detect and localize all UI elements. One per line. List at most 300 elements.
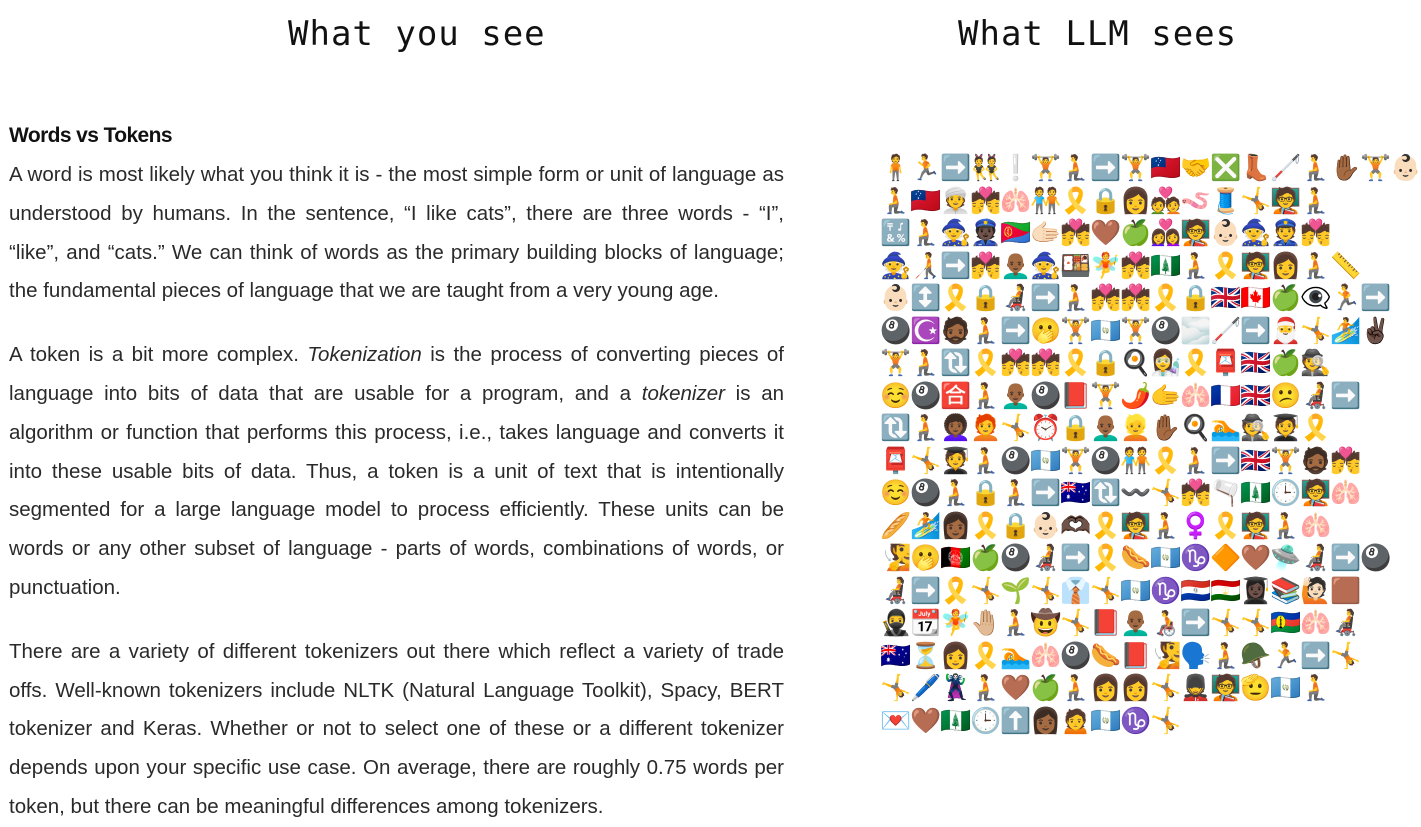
paragraph-tokens-text: is an algorithm or function that performs this process, i.e., takes language and converts it into these usable bits of data. Thus, a token is a unit of text that is intentionally segmented for a large language model to process efficiently. These units can be words or any other subset of language - parts of words, combinations of words, or punctuation. xyxy=(9,381,785,599)
emoji-token: ✋🏾 xyxy=(1330,154,1362,183)
emoji-row xyxy=(880,250,1390,283)
emoji-token: 🔒 xyxy=(1090,349,1122,378)
emoji-token: 🇳🇨 xyxy=(1270,609,1302,638)
emoji-token: 👩🏿‍🎓 xyxy=(1240,576,1272,605)
emoji-token: 🫁 xyxy=(1330,479,1362,508)
emoji-token: 🎗️ xyxy=(970,349,1002,378)
emoji-token: 🎱 xyxy=(1360,544,1392,573)
emoji-token: ➡️ xyxy=(1330,544,1362,573)
emoji-token: 🇬🇧 xyxy=(1240,381,1272,410)
emoji-token: 🧑‍🦼 xyxy=(1300,381,1332,410)
emoji-token: 🏋️ xyxy=(1030,154,1062,183)
emoji-token: 🎗️ xyxy=(1060,349,1092,378)
emoji-token: 📕 xyxy=(1060,381,1092,410)
emoji-token: 🧑‍🏫 xyxy=(1120,511,1152,540)
emoji-token: ➡️ xyxy=(1000,316,1032,345)
emoji-token: 🧑‍🤝‍🧑 xyxy=(1030,186,1062,215)
emoji-token: 👩 xyxy=(1090,674,1122,703)
emoji-token: 🔃 xyxy=(1090,479,1122,508)
emoji-token: 🧎 xyxy=(1300,186,1332,215)
emoji-token: 🔃 xyxy=(880,414,912,443)
emoji-token: 🧎 xyxy=(940,479,972,508)
emoji-token: 🟫 xyxy=(1330,576,1362,605)
emoji-token: 🧎 xyxy=(970,674,1002,703)
emoji-token: 🫁 xyxy=(1180,381,1212,410)
emoji-token: 🍏 xyxy=(1030,674,1062,703)
emoji-token: 💏 xyxy=(1300,219,1332,248)
emoji-token: 🇵🇾 xyxy=(1180,576,1212,605)
emoji-token: ➡️ xyxy=(940,154,972,183)
emoji-token: 🌫️ xyxy=(1180,316,1212,345)
emoji-token: 🎗️ xyxy=(1210,511,1242,540)
emoji-token: ☪️ xyxy=(910,316,942,345)
emoji-token: 🈴 xyxy=(940,381,972,410)
emoji-token: 👩‍🔬 xyxy=(1150,349,1182,378)
emoji-token: 🫱🏻 xyxy=(1030,219,1062,248)
emoji-token: 🌶️ xyxy=(1120,381,1152,410)
emoji-token: 🧎 xyxy=(970,381,1002,410)
emoji-token: ❎ xyxy=(1210,154,1242,183)
emoji-token: 🎗️ xyxy=(970,511,1002,540)
emoji-token: 👨🏾‍🦲 xyxy=(1120,609,1152,638)
emoji-token: 🧏 xyxy=(1150,641,1182,670)
tokenizer-term: tokenizer xyxy=(641,381,725,405)
emoji-token: 🧎 xyxy=(910,349,942,378)
emoji-token: 🔣 xyxy=(880,219,912,248)
emoji-token: 🤸 xyxy=(1240,609,1272,638)
emoji-token: 🤸 xyxy=(1030,576,1062,605)
emoji-token: 🕵️ xyxy=(1300,349,1332,378)
emoji-token: ✋🏾 xyxy=(1150,414,1182,443)
emoji-token: 🏃 xyxy=(1330,284,1362,313)
emoji-token: ✌🏿 xyxy=(1360,316,1392,345)
emoji-token: 🔶 xyxy=(1210,544,1242,573)
emoji-token: 🫶🏿 xyxy=(1060,511,1092,540)
emoji-token: 🏋️ xyxy=(1060,446,1092,475)
emoji-token: 🧎 xyxy=(1300,251,1332,280)
emoji-token: ☺️ xyxy=(880,479,912,508)
emoji-token: 🖊️ xyxy=(910,674,942,703)
emoji-row xyxy=(880,542,1390,575)
emoji-token: 🧑‍🦼 xyxy=(880,576,912,605)
emoji-token: 🧑‍🏫 xyxy=(1240,251,1272,280)
emoji-token: 🇹🇯 xyxy=(1210,576,1242,605)
paragraph-tokenizers: There are a variety of different tokenizers out there which reflect a variety of trade offs. Well-known tokenizers include NLTK (Natural Language Toolkit), Spacy, BERT tokenizer and Keras. Whether or not to select one of these or a different tokenizer depends upon your specific use case. On average, there are roughly 0.75 words per token, but there can be meaningful differences among tokenizers. xyxy=(9,639,784,818)
emoji-row xyxy=(880,477,1390,510)
emoji-token: 🧎 xyxy=(1300,154,1332,183)
emoji-token: 🇼🇸 xyxy=(1150,154,1182,183)
emoji-token: 💏 xyxy=(1180,479,1212,508)
emoji-row xyxy=(880,152,1421,185)
emoji-token: ➡️ xyxy=(1300,641,1332,670)
emoji-token: 🦯 xyxy=(1210,316,1242,345)
emoji-row xyxy=(880,640,1390,673)
emoji-token: 🇦🇺 xyxy=(880,641,912,670)
emoji-token: 🫡 xyxy=(1240,674,1272,703)
emoji-token: 🔒 xyxy=(970,479,1002,508)
paragraph-tokens xyxy=(9,336,784,608)
emoji-token: 📕 xyxy=(1120,641,1152,670)
emoji-token: 👶🏻 xyxy=(880,284,912,313)
paragraph-words: A word is most likely what you think it is - the most simple form or unit of language as understood by humans. In the sentence, “I like cats”, there are three words - “I”, “like”, and “cats.” We can think of words as the primary building blocks of language; the fundamental pieces of language that we are taught from a very young age. xyxy=(9,163,784,303)
emoji-token: 🔃 xyxy=(940,349,972,378)
emoji-token: 🧏 xyxy=(880,544,912,573)
emoji-token: 🧙 xyxy=(1240,219,1272,248)
emoji-token: 🤸 xyxy=(1060,609,1092,638)
emoji-token: 🧑‍🏫 xyxy=(1180,219,1212,248)
emoji-token: 🧎 xyxy=(970,446,1002,475)
emoji-token: 🤸 xyxy=(1150,674,1182,703)
emoji-token: 📏 xyxy=(1330,251,1362,280)
emoji-token: 🧎 xyxy=(1000,609,1032,638)
emoji-row xyxy=(880,705,1390,738)
emoji-token: 🇬🇹 xyxy=(1270,674,1302,703)
emoji-token: ➡️ xyxy=(1360,284,1392,313)
emoji-token: 🏋️ xyxy=(1090,381,1122,410)
emoji-token: 🫁 xyxy=(1300,609,1332,638)
emoji-token: 🎗️ xyxy=(940,576,972,605)
emoji-token: 🎱 xyxy=(910,479,942,508)
emoji-token: 🍏 xyxy=(1270,349,1302,378)
emoji-token: ➡️ xyxy=(1240,316,1272,345)
emoji-token: 🍏 xyxy=(1120,219,1152,248)
tokenization-term: Tokenization xyxy=(307,343,422,367)
emoji-token: 🧎 xyxy=(1060,284,1092,313)
emoji-token: 🏄 xyxy=(1330,316,1362,345)
emoji-token: 🎗️ xyxy=(1090,511,1122,540)
emoji-token: 👩🏾‍🦱 xyxy=(940,414,972,443)
emoji-token: 🎗️ xyxy=(940,284,972,313)
emoji-row xyxy=(880,315,1390,348)
what-you-see-heading: What you see xyxy=(288,14,546,54)
article-panel xyxy=(9,124,784,827)
emoji-token: 👶🏻 xyxy=(1210,219,1242,248)
emoji-token: 🤸 xyxy=(1240,186,1272,215)
emoji-token: 🏃 xyxy=(910,154,942,183)
emoji-token: 🎱 xyxy=(1090,446,1122,475)
emoji-token: 🪖 xyxy=(1240,641,1272,670)
emoji-token: 🇬🇹 xyxy=(1120,576,1152,605)
emoji-token: 👶🏻 xyxy=(1390,154,1421,183)
emoji-token: 🎱 xyxy=(910,381,942,410)
emoji-token-grid xyxy=(880,152,1421,737)
emoji-token: 🫢 xyxy=(1030,316,1062,345)
emoji-token: ➡️ xyxy=(1030,479,1062,508)
emoji-token: 💏 xyxy=(1030,349,1062,378)
emoji-token: 🫁 xyxy=(1300,511,1332,540)
emoji-token: 🇬🇹 xyxy=(1030,446,1062,475)
emoji-token: 🤸 xyxy=(970,576,1002,605)
emoji-token: 🧎 xyxy=(910,219,942,248)
emoji-token: 🧔🏾 xyxy=(940,316,972,345)
emoji-token: 🧎 xyxy=(1180,446,1212,475)
emoji-token: 🧑‍🎓 xyxy=(940,446,972,475)
emoji-token: 🏋️ xyxy=(1270,446,1302,475)
emoji-token: 🇳🇫 xyxy=(940,706,972,735)
emoji-token: 🔒 xyxy=(1060,414,1092,443)
emoji-token: 💏 xyxy=(1000,349,1032,378)
emoji-token: 🏋️ xyxy=(1120,316,1152,345)
emoji-token: 🧑‍🦽 xyxy=(1150,609,1182,638)
emoji-token: 🎱 xyxy=(880,316,912,345)
emoji-row xyxy=(880,347,1390,380)
emoji-token: 🎱 xyxy=(1150,316,1182,345)
emoji-row xyxy=(880,575,1390,608)
emoji-row xyxy=(880,282,1390,315)
emoji-token: 🇬🇧 xyxy=(1210,284,1242,313)
emoji-token: 💏 xyxy=(1060,219,1092,248)
emoji-token: 👁️‍🗨️ xyxy=(1300,284,1332,313)
emoji-token: 👶🏻 xyxy=(1030,511,1062,540)
emoji-token: ➡️ xyxy=(1330,381,1362,410)
emoji-token: 🧎 xyxy=(880,186,912,215)
emoji-token: 🤝 xyxy=(1180,154,1212,183)
emoji-token: 🤸 xyxy=(1000,414,1032,443)
emoji-token: 👩 xyxy=(1120,186,1152,215)
emoji-token: 🇬🇹 xyxy=(1090,316,1122,345)
emoji-token: 🧑‍🏫 xyxy=(1210,674,1242,703)
emoji-token: 📆 xyxy=(910,609,942,638)
emoji-token: 🎗️ xyxy=(970,641,1002,670)
emoji-token: 🧙 xyxy=(880,251,912,280)
emoji-token: 🧎 xyxy=(1060,154,1092,183)
emoji-token: 🥷 xyxy=(880,609,912,638)
emoji-token: 👨🏾‍🦲 xyxy=(1000,251,1032,280)
emoji-token: 🎱 xyxy=(1000,446,1032,475)
emoji-token: 🎱 xyxy=(1060,641,1092,670)
emoji-token: 🌭 xyxy=(1090,641,1122,670)
emoji-token: 🏋️ xyxy=(1120,154,1152,183)
emoji-token: 🛸 xyxy=(1270,544,1302,573)
emoji-token: 🇳🇫 xyxy=(1240,479,1272,508)
emoji-token: 🇬🇹 xyxy=(1150,544,1182,573)
emoji-token: 🏋️ xyxy=(880,349,912,378)
emoji-token: 🎅 xyxy=(1270,316,1302,345)
emoji-token: 🪱 xyxy=(1180,186,1212,215)
emoji-token: 🏋️ xyxy=(1060,316,1092,345)
emoji-token: 🧑‍🦼 xyxy=(1330,609,1362,638)
emoji-token: 💏 xyxy=(1120,251,1152,280)
emoji-token: 🔒 xyxy=(1180,284,1212,313)
paragraph-tokens-text: A token is a bit more complex. xyxy=(9,343,308,367)
emoji-token: 🧙 xyxy=(940,219,972,248)
emoji-token: 🍏 xyxy=(1270,284,1302,313)
emoji-token: 👩 xyxy=(1270,251,1302,280)
emoji-token: 🏄 xyxy=(910,511,942,540)
emoji-token: 🧑‍🦼 xyxy=(1000,284,1032,313)
emoji-token: 🎗️ xyxy=(1180,349,1212,378)
emoji-token: 👨🏾‍🦲 xyxy=(1000,381,1032,410)
emoji-token: 🏊 xyxy=(1210,414,1242,443)
emoji-row xyxy=(880,185,1390,218)
article-title: Words vs Tokens xyxy=(9,124,172,147)
emoji-token: ➡️ xyxy=(1180,609,1212,638)
emoji-token: 🏋️ xyxy=(1360,154,1392,183)
emoji-token: ➡️ xyxy=(1090,154,1122,183)
emoji-token: ➡️ xyxy=(1060,544,1092,573)
emoji-token: 🕒 xyxy=(1270,479,1302,508)
emoji-token: 👢 xyxy=(1240,154,1272,183)
emoji-token: 🧙 xyxy=(1030,251,1062,280)
emoji-row xyxy=(880,412,1390,445)
emoji-token: ➡️ xyxy=(1030,284,1062,313)
emoji-token: 🕵️ xyxy=(1240,414,1272,443)
emoji-token: 🧎 xyxy=(1150,511,1182,540)
emoji-token: 👱 xyxy=(1120,414,1152,443)
emoji-token: 🇪🇷 xyxy=(1000,219,1032,248)
emoji-token: 🤸 xyxy=(1090,576,1122,605)
emoji-token: 📚 xyxy=(1270,576,1302,605)
emoji-token: 🧎 xyxy=(1060,674,1092,703)
emoji-token: ♑ xyxy=(1120,706,1152,735)
emoji-token: 🎗️ xyxy=(1090,544,1122,573)
emoji-token: 😕 xyxy=(1270,381,1302,410)
emoji-token: 🧎 xyxy=(1270,511,1302,540)
emoji-token: 🍳 xyxy=(1120,349,1152,378)
emoji-token: 🧎 xyxy=(1180,251,1212,280)
emoji-token: 🧔🏾 xyxy=(1300,446,1332,475)
emoji-token: 🇬🇧 xyxy=(1240,446,1272,475)
emoji-token: 🇦🇺 xyxy=(1060,479,1092,508)
emoji-token: 🧑‍🤝‍🧑 xyxy=(1120,446,1152,475)
emoji-token: 🌱 xyxy=(1000,576,1032,605)
emoji-token: 🧎 xyxy=(1000,479,1032,508)
emoji-token: ♀️ xyxy=(1180,511,1212,540)
emoji-row xyxy=(880,607,1390,640)
emoji-token: 👩‍❤️‍👩 xyxy=(1150,219,1182,248)
emoji-token: 🧚 xyxy=(940,609,972,638)
emoji-token: 👮🏿 xyxy=(970,219,1002,248)
emoji-token: 🎗️ xyxy=(1150,446,1182,475)
emoji-token: 📕 xyxy=(1090,609,1122,638)
emoji-token: 🇳🇫 xyxy=(1150,251,1182,280)
emoji-token: 🎱 xyxy=(1030,381,1062,410)
emoji-token: 🤎 xyxy=(1240,544,1272,573)
emoji-token: 🧑‍🦰 xyxy=(970,414,1002,443)
emoji-token: ➡️ xyxy=(910,576,942,605)
paragraph-tokens-text: is the process of converting pieces of language into bits of data that are usable for a program, and a xyxy=(9,343,784,405)
emoji-token: 📮 xyxy=(880,446,912,475)
emoji-token: 🔒 xyxy=(1090,186,1122,215)
emoji-token: 🤠 xyxy=(1030,609,1062,638)
emoji-token: 🦯 xyxy=(1270,154,1302,183)
what-llm-sees-heading: What LLM sees xyxy=(958,14,1238,54)
emoji-token: 🧎 xyxy=(1210,641,1242,670)
emoji-token: 🤸 xyxy=(1150,706,1182,735)
emoji-token: 🤎 xyxy=(910,706,942,735)
emoji-token: 💏 xyxy=(1330,446,1362,475)
emoji-token: 🍳 xyxy=(1180,414,1212,443)
emoji-token: 💏 xyxy=(970,186,1002,215)
emoji-token: 〰️ xyxy=(1120,479,1152,508)
emoji-token: 🔒 xyxy=(970,284,1002,313)
emoji-row xyxy=(880,380,1390,413)
emoji-token: 👔 xyxy=(1060,576,1092,605)
emoji-row xyxy=(880,445,1390,478)
emoji-token: 💏 xyxy=(1090,284,1122,313)
emoji-token: 🎗️ xyxy=(1060,186,1092,215)
emoji-token: 🍱 xyxy=(1060,251,1092,280)
emoji-token: 🧑‍🏫 xyxy=(1300,479,1332,508)
emoji-token: 🤸 xyxy=(1210,609,1242,638)
emoji-token: 🍏 xyxy=(970,544,1002,573)
emoji-token: ⏳ xyxy=(910,641,942,670)
emoji-token: 🫢 xyxy=(910,544,942,573)
emoji-token: 🫗 xyxy=(1210,479,1242,508)
emoji-row xyxy=(880,672,1390,705)
emoji-token: 👩 xyxy=(940,641,972,670)
emoji-token: 🙋🏻 xyxy=(1300,576,1332,605)
emoji-token: 🎗️ xyxy=(1300,414,1332,443)
emoji-token: 🤸 xyxy=(910,446,942,475)
emoji-token: 🧎 xyxy=(910,414,942,443)
emoji-token: 🏃 xyxy=(1270,641,1302,670)
emoji-token: 🇬🇧 xyxy=(1240,349,1272,378)
emoji-token: 🧑‍🎓 xyxy=(1270,414,1302,443)
emoji-token: 🇫🇷 xyxy=(1210,381,1242,410)
emoji-token: 🤚🏼 xyxy=(970,609,1002,638)
emoji-token: 🤎 xyxy=(1000,674,1032,703)
emoji-token: 🧵 xyxy=(1210,186,1242,215)
emoji-token: 🎗️ xyxy=(1210,251,1242,280)
emoji-token: 🎗️ xyxy=(1150,284,1182,313)
emoji-token: ⬆️ xyxy=(1000,706,1032,735)
emoji-token: ➡️ xyxy=(1210,446,1242,475)
emoji-token: ⏰ xyxy=(1030,414,1062,443)
emoji-token: 🌭 xyxy=(1120,544,1152,573)
emoji-token: 🥖 xyxy=(880,511,912,540)
emoji-token: 💌 xyxy=(880,706,912,735)
emoji-token: 🧑‍🦼 xyxy=(1300,544,1332,573)
emoji-token: 🇬🇹 xyxy=(1090,706,1122,735)
emoji-token: 🇦🇫 xyxy=(940,544,972,573)
emoji-token: 🎱 xyxy=(1000,544,1032,573)
emoji-token: 🧑‍🏫 xyxy=(1270,186,1302,215)
emoji-token: 💏 xyxy=(1120,284,1152,313)
emoji-token: 🔒 xyxy=(1000,511,1032,540)
emoji-token: ↕️ xyxy=(910,284,942,313)
emoji-token: 🧑‍🏫 xyxy=(1240,511,1272,540)
emoji-token: 💂 xyxy=(1180,674,1212,703)
emoji-token: 👨🏾‍🦲 xyxy=(1090,414,1122,443)
emoji-token: 🧎 xyxy=(1300,674,1332,703)
emoji-token: 🤸 xyxy=(880,674,912,703)
emoji-token: ☺️ xyxy=(880,381,912,410)
emoji-token: 🧑‍🦼 xyxy=(1030,544,1062,573)
emoji-row xyxy=(880,217,1390,250)
emoji-token: 🧑‍🦯 xyxy=(910,251,942,280)
emoji-token: 🫁 xyxy=(1000,186,1032,215)
emoji-token: 🫱 xyxy=(1150,381,1182,410)
emoji-token: ❕ xyxy=(1000,154,1032,183)
emoji-token: 🇨🇦 xyxy=(1240,284,1272,313)
emoji-token: 🇼🇸 xyxy=(910,186,942,215)
emoji-token: 👩🏾 xyxy=(940,511,972,540)
emoji-token: 🧍 xyxy=(880,154,912,183)
emoji-token: 👮 xyxy=(1270,219,1302,248)
emoji-token: 📮 xyxy=(1210,349,1242,378)
emoji-token: 🧎 xyxy=(970,316,1002,345)
emoji-row xyxy=(880,510,1390,543)
emoji-token: 🤎 xyxy=(1090,219,1122,248)
emoji-token: 🗣️ xyxy=(1180,641,1212,670)
emoji-token: 👩 xyxy=(1120,674,1152,703)
emoji-token: ♑ xyxy=(1150,576,1182,605)
emoji-token: ➡️ xyxy=(940,251,972,280)
emoji-token: 🦹 xyxy=(940,674,972,703)
emoji-token: 💏 xyxy=(970,251,1002,280)
emoji-token: ♑ xyxy=(1180,544,1212,573)
